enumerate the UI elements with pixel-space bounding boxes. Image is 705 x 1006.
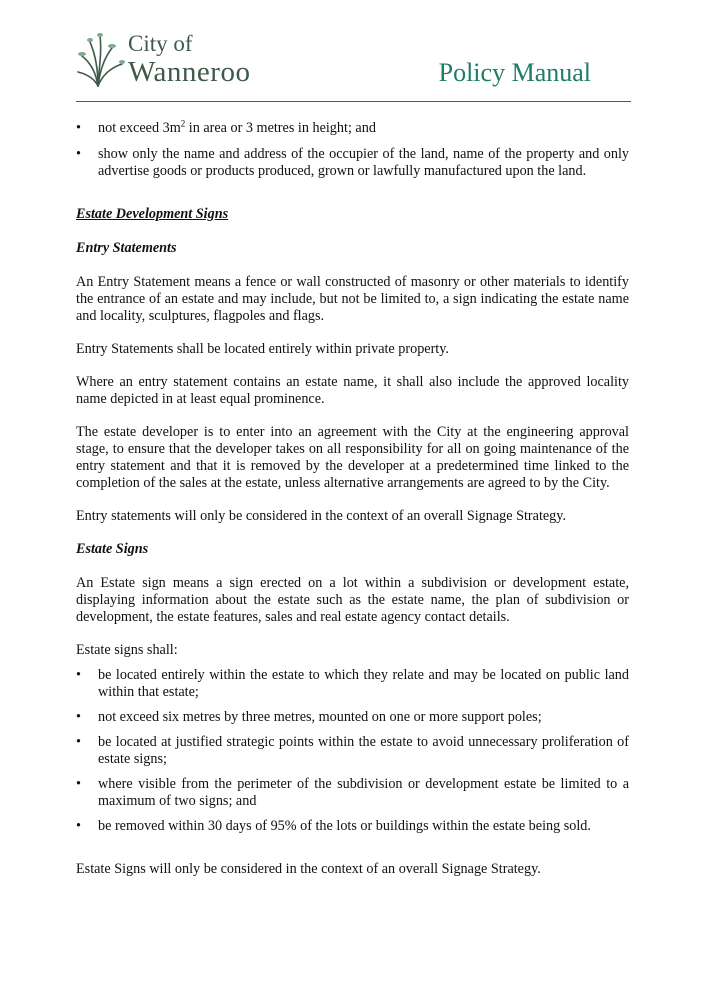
logo-line-2: Wanneroo <box>128 56 251 88</box>
list-item: • not exceed six metres by three metres, mounted on one or more support poles; <box>76 709 629 726</box>
policy-manual-title: Policy Manual <box>438 58 591 87</box>
list-item: • not exceed $3m^2$ in area or 3 metres in height; and <box>76 120 629 137</box>
list-item: • where visible from the perimeter of the subdivision or development estate be limited to a maximum of two signs; and <box>76 776 629 810</box>
paragraph: The estate developer is to enter into an agreement with the City at the engineering approval stage, to ensure that the developer takes on all responsibility for all on going maintenance of the entry statement and that it is removed by the developer at a predetermined time linked to the completion of the sales at the estate, unless alternative arrangements are agreed to by the City. <box>76 424 629 491</box>
estate-signs-heading: Estate Signs <box>76 541 149 557</box>
document-body <box>76 120 629 894</box>
entry-statements-heading: Entry Statements <box>76 240 177 256</box>
paragraph: Entry Statements shall be located entirely within private property. <box>76 341 449 357</box>
header-divider <box>76 101 631 102</box>
intro-bullet-list <box>76 120 629 180</box>
paragraph: An Entry Statement means a fence or wall constructed of masonry or other materials to identify the entrance of an estate and may include, but not be limited to, a sign indicating the estate name and locality, sculptures, flagpoles and flags. <box>76 274 629 324</box>
list-item: • be located entirely within the estate to which they relate and may be located on public land within that estate; <box>76 667 629 701</box>
paragraph: An Estate sign means a sign erected on a lot within a subdivision or development estate, displaying information about the estate such as the estate name, the plan of subdivision or development, the estate features, sales and real estate agency contact details. <box>76 575 629 625</box>
list-item: • be located at justified strategic points within the estate to avoid unnecessary proliferation of estate signs; <box>76 734 629 768</box>
paragraph: Where an entry statement contains an estate name, it shall also include the approved locality name depicted in at least equal prominence. <box>76 374 629 407</box>
estate-signs-bullet-list <box>76 667 629 835</box>
plant-logo-icon <box>76 30 126 88</box>
section-heading: Estate Development Signs <box>76 206 229 222</box>
closing-paragraph: Estate Signs will only be considered in the context of an overall Signage Strategy. <box>76 861 541 877</box>
list-item: • be removed within 30 days of 95% of the lots or buildings within the estate being sold. <box>76 818 629 835</box>
city-of-wanneroo-logo <box>76 26 276 90</box>
page-header <box>76 26 631 102</box>
list-item: • show only the name and address of the occupier of the land, name of the property and only advertise goods or products produced, grown or lawfully manufactured upon the land. <box>76 146 629 180</box>
estate-signs-lead: Estate signs shall: <box>76 642 178 658</box>
paragraph: Entry statements will only be considered in the context of an overall Signage Strategy. <box>76 508 566 524</box>
logo-line-1: City of <box>128 31 193 56</box>
